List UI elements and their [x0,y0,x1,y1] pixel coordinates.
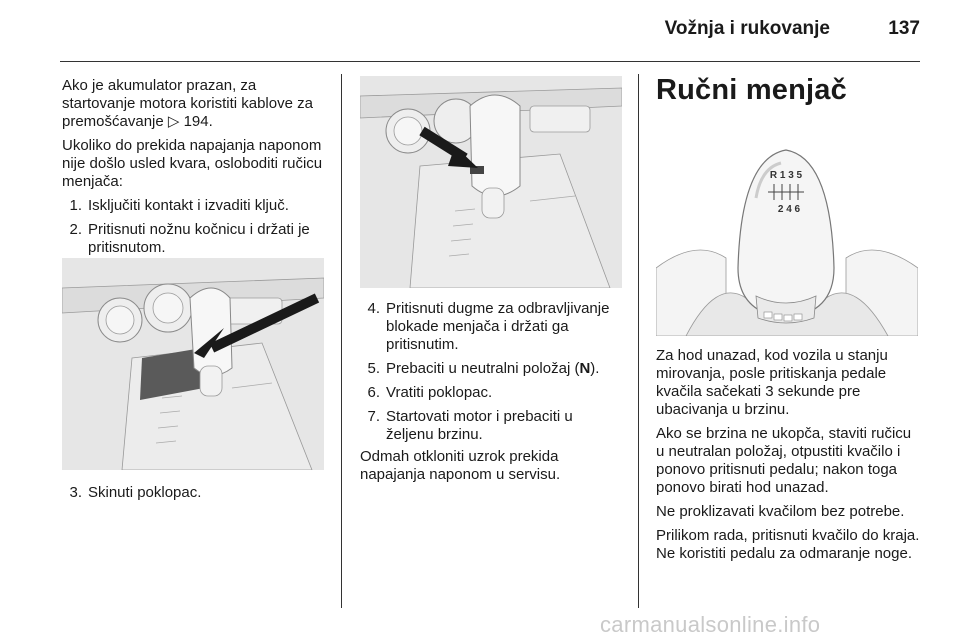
paragraph: Ako se brzina ne ukopča, staviti ručicu u neutralan položaj, otpustiti kvačilo i ponovo pritisnuti pedalu; nakon toga ponovo birati hod unazad. [656,425,912,496]
page-title: Vožnja i rukovanje [664,18,830,39]
watermark: carmanualsonline.info [600,612,821,637]
step-number: 7. [367,408,380,425]
list-item [62,484,330,502]
step-text: Skinuti poklopac. [88,484,202,501]
neutral-gear-label: N [579,360,591,377]
paragraph: Ne proklizavati kvačilom bez potrebe. [656,503,905,520]
step-list [62,197,330,257]
step-number: 3. [69,484,82,501]
paragraph: Ukoliko do prekida napajanja naponom nije došlo usled kvara, osloboditi ručicu menjača: [62,137,323,190]
step-text-after: ). [590,360,600,377]
knob-label-bottom: 2 4 6 [777,204,801,215]
knob-label-top: R 1 3 5 [769,170,803,181]
step-text: Isključiti kontakt i izvaditi ključ. [88,197,289,214]
paragraph: Ako je akumulator prazan, za startovanje motora koristiti kablove za premošćavanje ▷ 194. [62,77,313,130]
list-item [62,197,330,215]
step-number: 1. [69,197,82,214]
step-text: Vratiti poklopac. [386,384,493,401]
step-number: 2. [69,221,82,238]
page-number: 137 [888,18,920,39]
list-item [360,408,624,444]
column-3 [656,347,922,569]
step-number: 4. [367,300,380,317]
column-divider [341,74,342,608]
step-number: 5. [367,360,380,377]
step-text-before: Prebaciti u neutralni položaj ( [386,360,580,377]
section-title: Ručni menjač [656,74,847,106]
page-header [60,0,920,62]
list-item [62,221,330,257]
list-item [360,384,624,402]
figure-gear-knob [656,128,918,336]
step-text: Startovati motor i prebaciti u željenu brzinu. [386,408,573,443]
step-text [386,360,624,378]
list-item [360,300,624,354]
figure-cover-removal [62,258,324,470]
figure-release-button [360,76,622,288]
list-item [360,360,624,378]
paragraph: Prilikom rada, pritisnuti kvačilo do kraja. Ne koristiti pedalu za odmaranje noge. [656,527,920,562]
step-number: 6. [367,384,380,401]
step-list [360,300,624,444]
column-1 [62,77,330,263]
paragraph: Odmah otkloniti uzrok prekida napajanja naponom u servisu. [360,448,561,483]
step-text: Pritisnuti dugme za odbravljivanje blokade menjača i držati ga pritisnutim. [386,300,610,353]
column-divider [638,74,639,608]
column-2 [360,300,624,490]
step-text: Pritisnuti nožnu kočnicu i držati je pritisnutom. [88,221,310,256]
paragraph: Za hod unazad, kod vozila u stanju mirovanja, posle pritiskanja pedale kvačila sačekati 3 sekunde pre ubacivanja u brzinu. [656,347,888,418]
